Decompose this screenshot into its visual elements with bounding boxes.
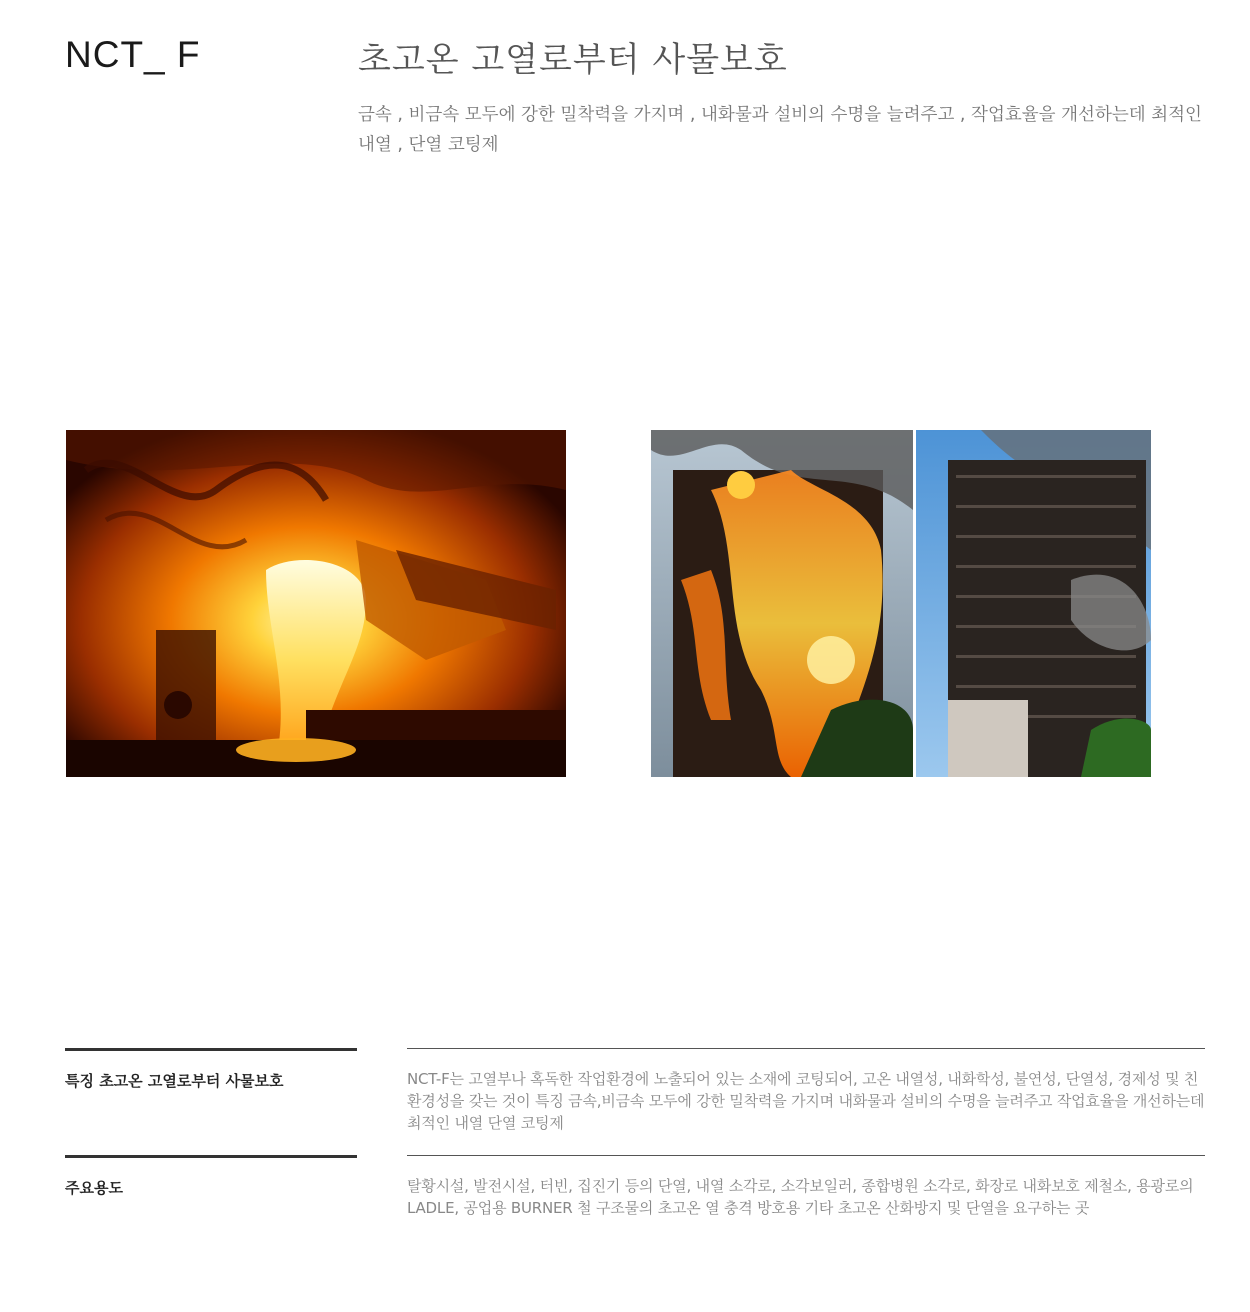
features-text: NCT-F는 고열부나 혹독한 작업환경에 노출되어 있는 소재에 코팅되어, 고온 내열성, 내화학성, 불연성, 단열성, 경제성 및 친환경성을 갖는 것이 특징 금속,비금속 모두에 강한 밀착력을 가지며 내화물과 설비의 수명을 늘려주고 작업효율을 개선하는데 최적인 내열 단열 코팅제	[407, 1070, 1205, 1132]
hero-description: 금속 , 비금속 모두에 강한 밀착력을 가지며 , 내화물과 설비의 수명을 늘려주고 , 작업효율을 개선하는데 최적인 내열 , 단열 코팅제	[358, 105, 1202, 155]
hero-headline: 초고온 고열로부터 사물보호	[358, 40, 788, 80]
features-label-divider	[65, 1048, 357, 1051]
uses-text-divider	[407, 1155, 1205, 1156]
features-text-divider	[407, 1048, 1205, 1049]
uses-section	[65, 1155, 1205, 1235]
uses-label-divider	[65, 1155, 357, 1158]
uses-label: 주요용도	[65, 1179, 123, 1197]
features-label: 특징 초고온 고열로부터 사물보호	[65, 1072, 284, 1090]
burning-highrise-building-photo	[651, 430, 1151, 777]
features-section	[65, 1048, 1205, 1148]
product-name: NCT_ F	[65, 34, 201, 75]
furnace-molten-metal-photo	[66, 430, 566, 777]
uses-text: 탈황시설, 발전시설, 터빈, 집진기 등의 단열, 내열 소각로, 소각보일러, 종합병원 소각로, 화장로 내화보호 제철소, 용광로의 LADLE, 공업용 BURNER 철 구조물의 초고온 열 충격 방호용 기타 초고온 산화방지 및 단열을 요구하는 곳	[407, 1177, 1194, 1217]
